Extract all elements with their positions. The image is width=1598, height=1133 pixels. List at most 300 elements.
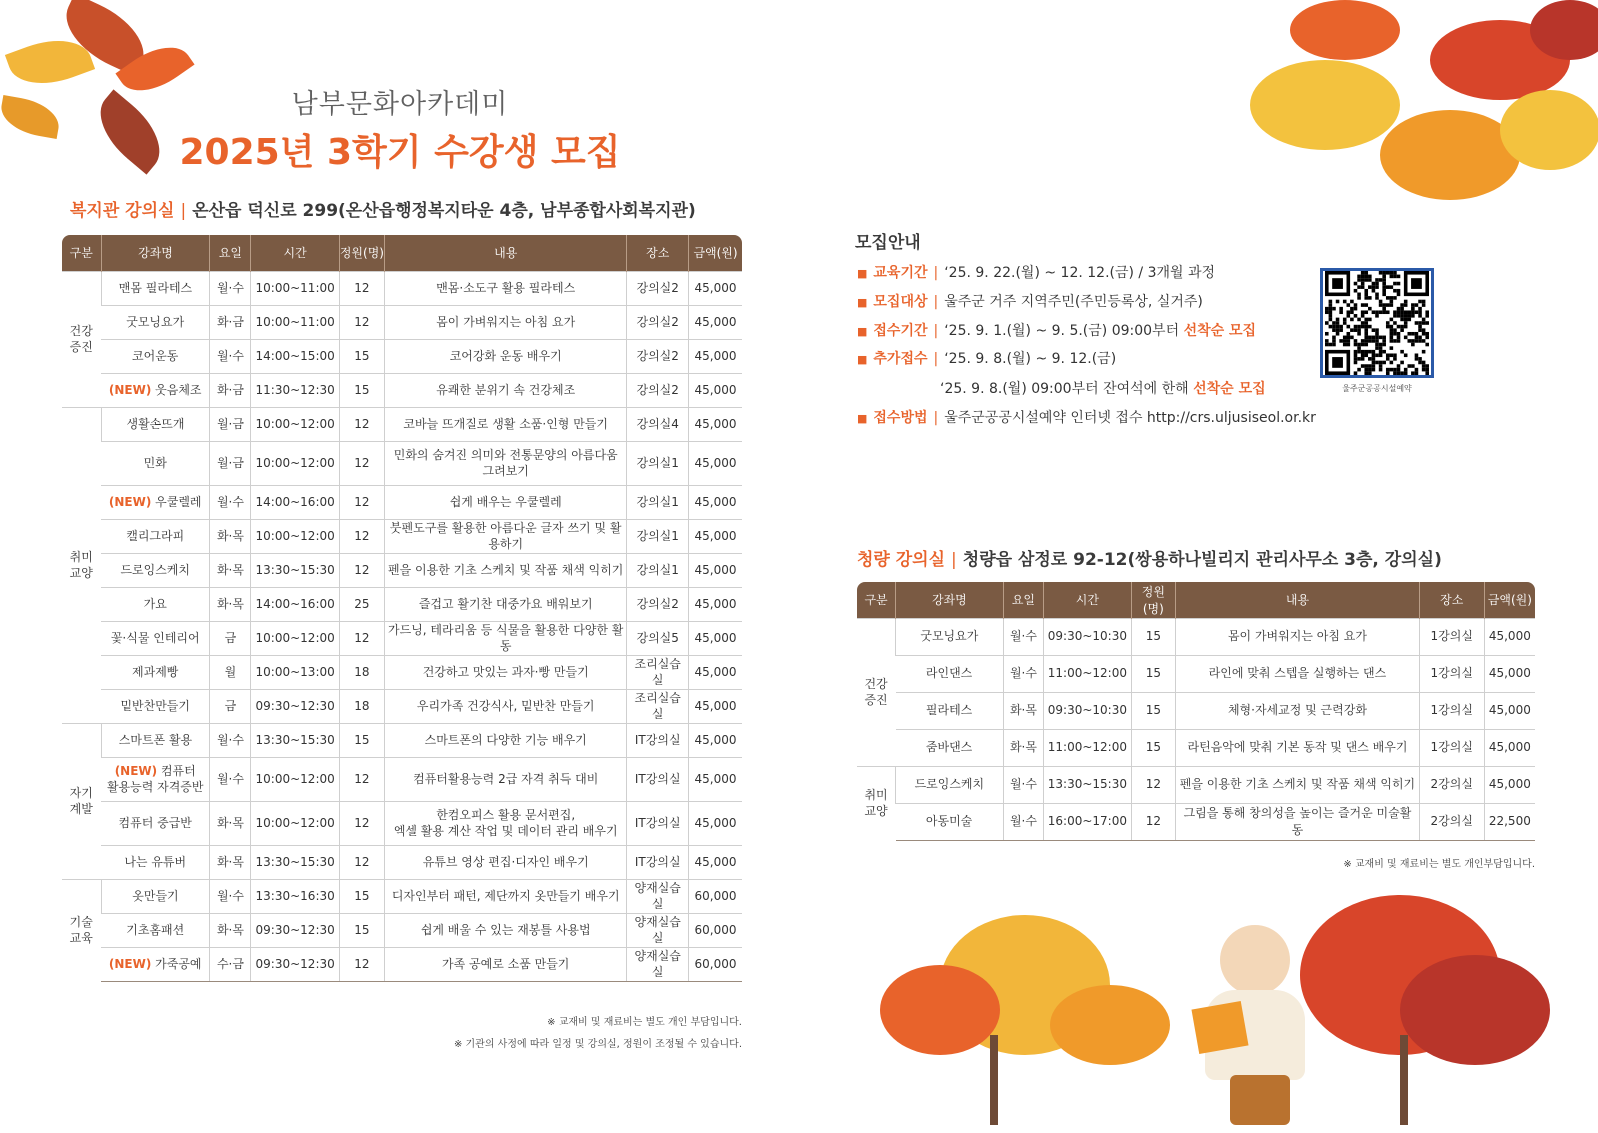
course-place: 2강의실 [1419, 803, 1484, 840]
course-name-text: 굿모닝요가 [126, 314, 185, 329]
category-cell: 취미 교양 [857, 766, 896, 840]
new-badge: (NEW) [114, 763, 158, 778]
course-content: 라인에 맞춰 스텝을 실행하는 댄스 [1176, 655, 1420, 692]
course-time: 09:30~12:30 [251, 947, 339, 981]
course-content: 컴퓨터활용능력 2급 자격 취득 대비 [385, 757, 627, 801]
course-time: 10:00~12:00 [251, 519, 339, 553]
table-row [62, 587, 742, 621]
course-content: 즐겁고 활기찬 대중가요 배워보기 [385, 587, 627, 621]
column-header: 장소 [627, 235, 689, 271]
course-fee: 45,000 [689, 845, 742, 879]
welfare-section-address: 온산읍 덕신로 299(온산읍행정복지타운 4층, 남부종합사회복지관) [192, 201, 696, 221]
course-content: 맨몸·소도구 활용 필라테스 [385, 271, 627, 305]
column-header: 시간 [251, 235, 339, 271]
course-capacity: 12 [339, 757, 384, 801]
category-cell: 건강 증진 [857, 618, 896, 766]
course-content: 건강하고 맛있는 과자·빵 만들기 [385, 655, 627, 689]
recruit-info-row [857, 291, 1203, 311]
welfare-note-1: ※ 교재비 및 재료비는 별도 개인 부담입니다. [547, 1017, 742, 1028]
course-time: 14:00~16:00 [251, 587, 339, 621]
course-place: 조리실습실 [627, 689, 689, 723]
course-days: 월·수 [1003, 803, 1044, 840]
course-capacity: 15 [339, 723, 384, 757]
table-row [62, 271, 742, 305]
recruit-info-emphasis: 선착순 모집 [1193, 381, 1266, 397]
course-time: 13:30~15:30 [251, 723, 339, 757]
course-days: 월·수 [210, 271, 251, 305]
course-days: 화·목 [210, 845, 251, 879]
course-name-text: 우쿨렐레 [151, 494, 202, 509]
course-time: 13:30~15:30 [251, 553, 339, 587]
course-days: 금 [210, 689, 251, 723]
course-fee: 45,000 [689, 723, 742, 757]
autumn-tree-top-right [1230, 0, 1598, 210]
course-time: 11:00~12:00 [1044, 729, 1131, 766]
course-content: 코바늘 뜨개질로 생활 소품·인형 만들기 [385, 407, 627, 441]
course-days: 월·수 [210, 879, 251, 913]
bullet-square-icon: ■ [857, 412, 868, 425]
course-name [101, 913, 210, 947]
course-name [101, 519, 210, 553]
course-name-text: 줌바댄스 [925, 740, 973, 755]
course-time: 10:00~12:00 [251, 757, 339, 801]
course-fee: 45,000 [689, 801, 742, 845]
course-fee: 45,000 [689, 305, 742, 339]
course-time: 09:30~12:30 [251, 913, 339, 947]
course-place: 강의실5 [627, 621, 689, 655]
course-place: 조리실습실 [627, 655, 689, 689]
course-capacity: 12 [339, 441, 384, 485]
course-fee: 45,000 [689, 485, 742, 519]
cheongryang-note: ※ 교재비 및 재료비는 별도 개인부담입니다. [1343, 859, 1535, 870]
course-name-text: 드로잉스케치 [120, 562, 190, 577]
course-place: 강의실4 [627, 407, 689, 441]
course-name [896, 692, 1004, 729]
table-row [857, 655, 1535, 692]
course-content: 붓펜도구를 활용한 아름다운 글자 쓰기 및 활용하기 [385, 519, 627, 553]
autumn-illustration-girl-reading [880, 885, 1570, 1125]
separator: | [933, 265, 939, 281]
course-content: 라틴음악에 맞춰 기본 동작 및 댄스 배우기 [1176, 729, 1420, 766]
course-content: 몸이 가벼워지는 아침 요가 [1176, 618, 1420, 655]
course-place: 1강의실 [1419, 655, 1484, 692]
course-content: 유튜브 영상 편집·디자인 배우기 [385, 845, 627, 879]
course-place: 강의실1 [627, 485, 689, 519]
course-time: 14:00~15:00 [251, 339, 339, 373]
table-row [62, 485, 742, 519]
course-name-text: 코어운동 [132, 348, 179, 363]
table-header-row [857, 582, 1535, 618]
recruit-info-text: ‘25. 9. 22.(월) ~ 12. 12.(금) / 3개월 과정 [944, 265, 1216, 281]
course-fee: 45,000 [689, 271, 742, 305]
course-capacity: 25 [339, 587, 384, 621]
course-content: 몸이 가벼워지는 아침 요가 [385, 305, 627, 339]
course-days: 화·목 [210, 801, 251, 845]
course-days: 화·목 [1003, 692, 1044, 729]
column-header: 구분 [857, 582, 896, 618]
recruit-info-label: 접수방법 [873, 410, 928, 426]
course-capacity: 12 [339, 485, 384, 519]
course-place: 1강의실 [1419, 618, 1484, 655]
category-cell: 건강 증진 [62, 271, 101, 407]
course-fee: 22,500 [1484, 803, 1535, 840]
course-place: 1강의실 [1419, 692, 1484, 729]
cheongryang-course-table [857, 582, 1535, 841]
course-capacity: 12 [1131, 766, 1176, 803]
course-name [896, 655, 1004, 692]
course-fee: 45,000 [689, 519, 742, 553]
course-time: 10:00~11:00 [251, 271, 339, 305]
table-row [857, 692, 1535, 729]
table-row [62, 845, 742, 879]
course-fee: 45,000 [689, 373, 742, 407]
course-content: 체형·자세교정 및 근력강화 [1176, 692, 1420, 729]
separator: | [933, 410, 939, 426]
course-name [896, 618, 1004, 655]
table-row [857, 766, 1535, 803]
column-header: 강좌명 [101, 235, 210, 271]
course-name-text: 스마트폰 활용 [118, 732, 193, 747]
course-name [101, 441, 210, 485]
course-time: 09:30~10:30 [1044, 692, 1131, 729]
page-title: 2025년 3학기 수강생 모집 [179, 132, 621, 173]
course-place: 강의실2 [627, 305, 689, 339]
course-capacity: 15 [339, 373, 384, 407]
course-place: IT강의실 [627, 845, 689, 879]
course-days: 월 [210, 655, 251, 689]
course-name-text: 맨몸 필라테스 [118, 280, 193, 295]
course-days: 월·수 [210, 757, 251, 801]
course-place: IT강의실 [627, 757, 689, 801]
category-cell: 취미 교양 [62, 407, 101, 723]
course-days: 월·수 [210, 723, 251, 757]
course-name-text: 필라테스 [925, 703, 973, 718]
course-content: 디자인부터 패턴, 제단까지 옷만들기 배우기 [385, 879, 627, 913]
course-fee: 45,000 [1484, 655, 1535, 692]
recruit-info-label: 교육기간 [873, 265, 928, 281]
course-days: 화·목 [210, 913, 251, 947]
course-name-text: 컴퓨터 활용능력 자격증반 [106, 763, 204, 794]
course-name-text: 가요 [143, 596, 167, 611]
course-fee: 45,000 [689, 587, 742, 621]
category-cell: 자기 계발 [62, 723, 101, 879]
table-row [62, 441, 742, 485]
course-name [101, 879, 210, 913]
course-fee: 45,000 [689, 553, 742, 587]
course-place: 강의실2 [627, 271, 689, 305]
course-fee: 60,000 [689, 947, 742, 981]
course-capacity: 15 [1131, 729, 1176, 766]
course-time: 10:00~12:00 [251, 621, 339, 655]
course-capacity: 12 [339, 271, 384, 305]
course-name [101, 845, 210, 879]
cheongryang-section-label: 청량 강의실 [857, 550, 946, 570]
new-badge: (NEW) [108, 382, 152, 397]
column-header: 금액(원) [1484, 582, 1535, 618]
course-capacity: 12 [1131, 803, 1176, 840]
course-time: 13:30~15:30 [251, 845, 339, 879]
course-days: 월·수 [1003, 655, 1044, 692]
column-header: 내용 [1176, 582, 1420, 618]
table-row [62, 553, 742, 587]
recruit-info-text: ‘25. 9. 1.(월) ~ 9. 5.(금) 09:00부터 [944, 323, 1184, 339]
course-time: 10:00~12:00 [251, 441, 339, 485]
course-place: 양재실습실 [627, 913, 689, 947]
course-name-text: 옷만들기 [132, 888, 179, 903]
course-name-text: 드로잉스케치 [914, 777, 985, 792]
course-days: 월·수 [210, 485, 251, 519]
table-row [62, 621, 742, 655]
table-header-row [62, 235, 742, 271]
course-capacity: 12 [339, 553, 384, 587]
course-place: 강의실1 [627, 519, 689, 553]
course-name [101, 271, 210, 305]
course-capacity: 12 [339, 305, 384, 339]
course-place: 강의실1 [627, 441, 689, 485]
course-fee: 45,000 [1484, 692, 1535, 729]
course-name [101, 407, 210, 441]
course-name [101, 947, 210, 981]
course-time: 16:00~17:00 [1044, 803, 1131, 840]
qr-code[interactable] [1320, 268, 1434, 378]
course-name-text: 민화 [143, 455, 167, 470]
course-fee: 45,000 [1484, 766, 1535, 803]
course-content: 쉽게 배우는 우쿨렐레 [385, 485, 627, 519]
course-time: 11:30~12:30 [251, 373, 339, 407]
column-header: 장소 [1419, 582, 1484, 618]
academy-name: 남부문화아카데미 [291, 89, 509, 120]
separator: | [933, 294, 939, 310]
bullet-square-icon: ■ [857, 353, 868, 366]
recruit-info-label: 모집대상 [873, 294, 928, 310]
recruit-info-row [857, 407, 1316, 427]
course-name-text: 나는 유튜버 [124, 854, 187, 869]
course-name-text: 아동미술 [925, 814, 973, 829]
course-days: 화·목 [210, 553, 251, 587]
course-fee: 45,000 [689, 441, 742, 485]
table-row [62, 947, 742, 981]
course-name [101, 339, 210, 373]
course-content: 가드닝, 테라리움 등 식물을 활용한 다양한 활동 [385, 621, 627, 655]
course-content: 한컴오피스 활용 문서편집, 엑셀 활용 계산 작업 및 데이터 관리 배우기 [385, 801, 627, 845]
course-place: IT강의실 [627, 801, 689, 845]
course-place: 양재실습실 [627, 879, 689, 913]
column-header: 구분 [62, 235, 101, 271]
course-name [101, 553, 210, 587]
course-name [101, 587, 210, 621]
course-name-text: 라인댄스 [925, 666, 973, 681]
recruit-info-text: ‘25. 9. 8.(월) 09:00부터 잔여석에 한해 [940, 381, 1194, 397]
course-content: 쉽게 배울 수 있는 재봉틀 사용법 [385, 913, 627, 947]
course-content: 민화의 숨겨진 의미와 전통문양의 아름다움 그려보기 [385, 441, 627, 485]
bullet-square-icon: ■ [857, 325, 868, 338]
column-header: 정원(명) [1131, 582, 1176, 618]
separator: | [933, 323, 939, 339]
course-name-text: 제과제빵 [132, 664, 179, 679]
recruit-info-text: 울주군공공시설예약 인터넷 접수 http://crs.uljusiseol.or.kr [944, 410, 1316, 426]
cheongryang-section-address: 청량읍 삼정로 92-12(쌍용하나빌리지 관리사무소 3층, 강의실) [962, 550, 1442, 570]
course-name-text: 기초홈패션 [126, 922, 185, 937]
recruit-info-row [857, 262, 1215, 282]
course-name-text: 밑반찬만들기 [120, 698, 190, 713]
course-place: 강의실2 [627, 339, 689, 373]
course-days: 금 [210, 621, 251, 655]
table-row [62, 879, 742, 913]
course-place: 양재실습실 [627, 947, 689, 981]
course-name-text: 굿모닝요가 [920, 629, 979, 644]
table-row [62, 305, 742, 339]
course-days: 월·금 [210, 407, 251, 441]
course-name [896, 729, 1004, 766]
course-time: 13:30~16:30 [251, 879, 339, 913]
recruit-info-title: 모집안내 [855, 233, 921, 253]
column-header: 내용 [385, 235, 627, 271]
bullet-square-icon: ■ [857, 267, 868, 280]
course-fee: 45,000 [689, 757, 742, 801]
table-row [857, 618, 1535, 655]
table-row [857, 729, 1535, 766]
course-capacity: 18 [339, 689, 384, 723]
course-capacity: 15 [1131, 692, 1176, 729]
course-name [101, 801, 210, 845]
course-place: 강의실2 [627, 587, 689, 621]
course-days: 화·목 [210, 519, 251, 553]
course-fee: 45,000 [689, 621, 742, 655]
column-header: 금액(원) [689, 235, 742, 271]
table-row [62, 373, 742, 407]
table-row [62, 339, 742, 373]
qr-caption: 울주군공공시설예약 [1342, 384, 1412, 393]
course-place: 강의실2 [627, 373, 689, 407]
course-name [101, 689, 210, 723]
course-content: 코어강화 운동 배우기 [385, 339, 627, 373]
welfare-course-table [62, 235, 742, 982]
course-name-text: 캘리그라피 [126, 528, 185, 543]
course-name [896, 766, 1004, 803]
course-capacity: 15 [339, 339, 384, 373]
course-capacity: 12 [339, 947, 384, 981]
table-row [62, 519, 742, 553]
column-header: 요일 [210, 235, 251, 271]
column-header: 요일 [1003, 582, 1044, 618]
course-place: IT강의실 [627, 723, 689, 757]
course-capacity: 12 [339, 845, 384, 879]
course-days: 수·금 [210, 947, 251, 981]
welfare-note-2: ※ 기관의 사정에 따라 일정 및 강의실, 정원이 조정될 수 있습니다. [453, 1039, 742, 1050]
course-capacity: 12 [339, 519, 384, 553]
course-fee: 45,000 [1484, 729, 1535, 766]
recruit-info-row [857, 320, 1256, 340]
course-capacity: 15 [339, 913, 384, 947]
course-capacity: 12 [339, 621, 384, 655]
course-time: 14:00~16:00 [251, 485, 339, 519]
course-place: 1강의실 [1419, 729, 1484, 766]
course-time: 10:00~11:00 [251, 305, 339, 339]
course-capacity: 15 [1131, 618, 1176, 655]
course-name [101, 373, 210, 407]
new-badge: (NEW) [108, 956, 152, 971]
course-capacity: 12 [339, 407, 384, 441]
course-fee: 60,000 [689, 879, 742, 913]
course-fee: 60,000 [689, 913, 742, 947]
course-days: 월·수 [1003, 618, 1044, 655]
course-capacity: 15 [339, 879, 384, 913]
course-place: 강의실1 [627, 553, 689, 587]
recruit-info-label: 추가접수 [873, 351, 928, 367]
course-days: 월·수 [210, 339, 251, 373]
recruit-info-emphasis: 선착순 모집 [1183, 323, 1257, 339]
course-content: 가족 공예로 소품 만들기 [385, 947, 627, 981]
course-capacity: 15 [1131, 655, 1176, 692]
column-header: 시간 [1044, 582, 1131, 618]
welfare-section-title: 복지관 강의실 | 온산읍 덕신로 299(온산읍행정복지타운 4층, 남부종합사회복지관) [70, 201, 696, 221]
course-fee: 45,000 [689, 655, 742, 689]
table-row [62, 655, 742, 689]
qr-code-icon [1323, 271, 1431, 375]
course-time: 10:00~12:00 [251, 801, 339, 845]
course-name [101, 723, 210, 757]
column-header: 강좌명 [896, 582, 1004, 618]
cheongryang-section-title: 청량 강의실 | 청량읍 삼정로 92-12(쌍용하나빌리지 관리사무소 3층, 강의실) [857, 550, 1442, 570]
course-name [101, 655, 210, 689]
table-row [62, 801, 742, 845]
recruit-info-text: ‘25. 9. 8.(월) ~ 9. 12.(금) [944, 351, 1117, 367]
table-row [62, 913, 742, 947]
course-content: 우리가족 건강식사, 밑반찬 만들기 [385, 689, 627, 723]
course-time: 10:00~12:00 [251, 407, 339, 441]
course-days: 화·목 [1003, 729, 1044, 766]
course-name [896, 803, 1004, 840]
column-header: 정원(명) [339, 235, 384, 271]
category-cell: 기술 교육 [62, 879, 101, 981]
recruit-info-row [940, 378, 1266, 398]
course-content: 스마트폰의 다양한 기능 배우기 [385, 723, 627, 757]
course-fee: 45,000 [689, 407, 742, 441]
course-time: 11:00~12:00 [1044, 655, 1131, 692]
course-days: 월·금 [210, 441, 251, 485]
table-row [857, 803, 1535, 840]
course-name [101, 757, 210, 801]
recruit-info-text: 울주군 거주 지역주민(주민등록상, 실거주) [944, 294, 1203, 310]
course-content: 그림을 통해 창의성을 높이는 즐거운 미술활동 [1176, 803, 1420, 840]
course-days: 화·금 [210, 305, 251, 339]
recruit-info-label: 접수기간 [873, 323, 928, 339]
course-capacity: 18 [339, 655, 384, 689]
course-fee: 45,000 [1484, 618, 1535, 655]
course-capacity: 12 [339, 801, 384, 845]
course-fee: 45,000 [689, 339, 742, 373]
course-name-text: 꽃·식물 인테리어 [110, 630, 200, 645]
new-badge: (NEW) [108, 494, 152, 509]
course-time: 09:30~10:30 [1044, 618, 1131, 655]
course-name [101, 485, 210, 519]
table-row [62, 407, 742, 441]
course-days: 월·수 [1003, 766, 1044, 803]
separator: | [933, 351, 939, 367]
bullet-square-icon: ■ [857, 296, 868, 309]
course-name [101, 621, 210, 655]
course-time: 10:00~13:00 [251, 655, 339, 689]
course-name-text: 생활손뜨개 [126, 416, 185, 431]
course-name [101, 305, 210, 339]
course-time: 13:30~15:30 [1044, 766, 1131, 803]
table-row [62, 757, 742, 801]
table-row [62, 689, 742, 723]
recruit-info-row [857, 348, 1116, 368]
course-content: 유쾌한 분위기 속 건강체조 [385, 373, 627, 407]
course-name-text: 컴퓨터 중급반 [118, 815, 192, 830]
course-content: 펜을 이용한 기초 스케치 및 작품 채색 익히기 [385, 553, 627, 587]
